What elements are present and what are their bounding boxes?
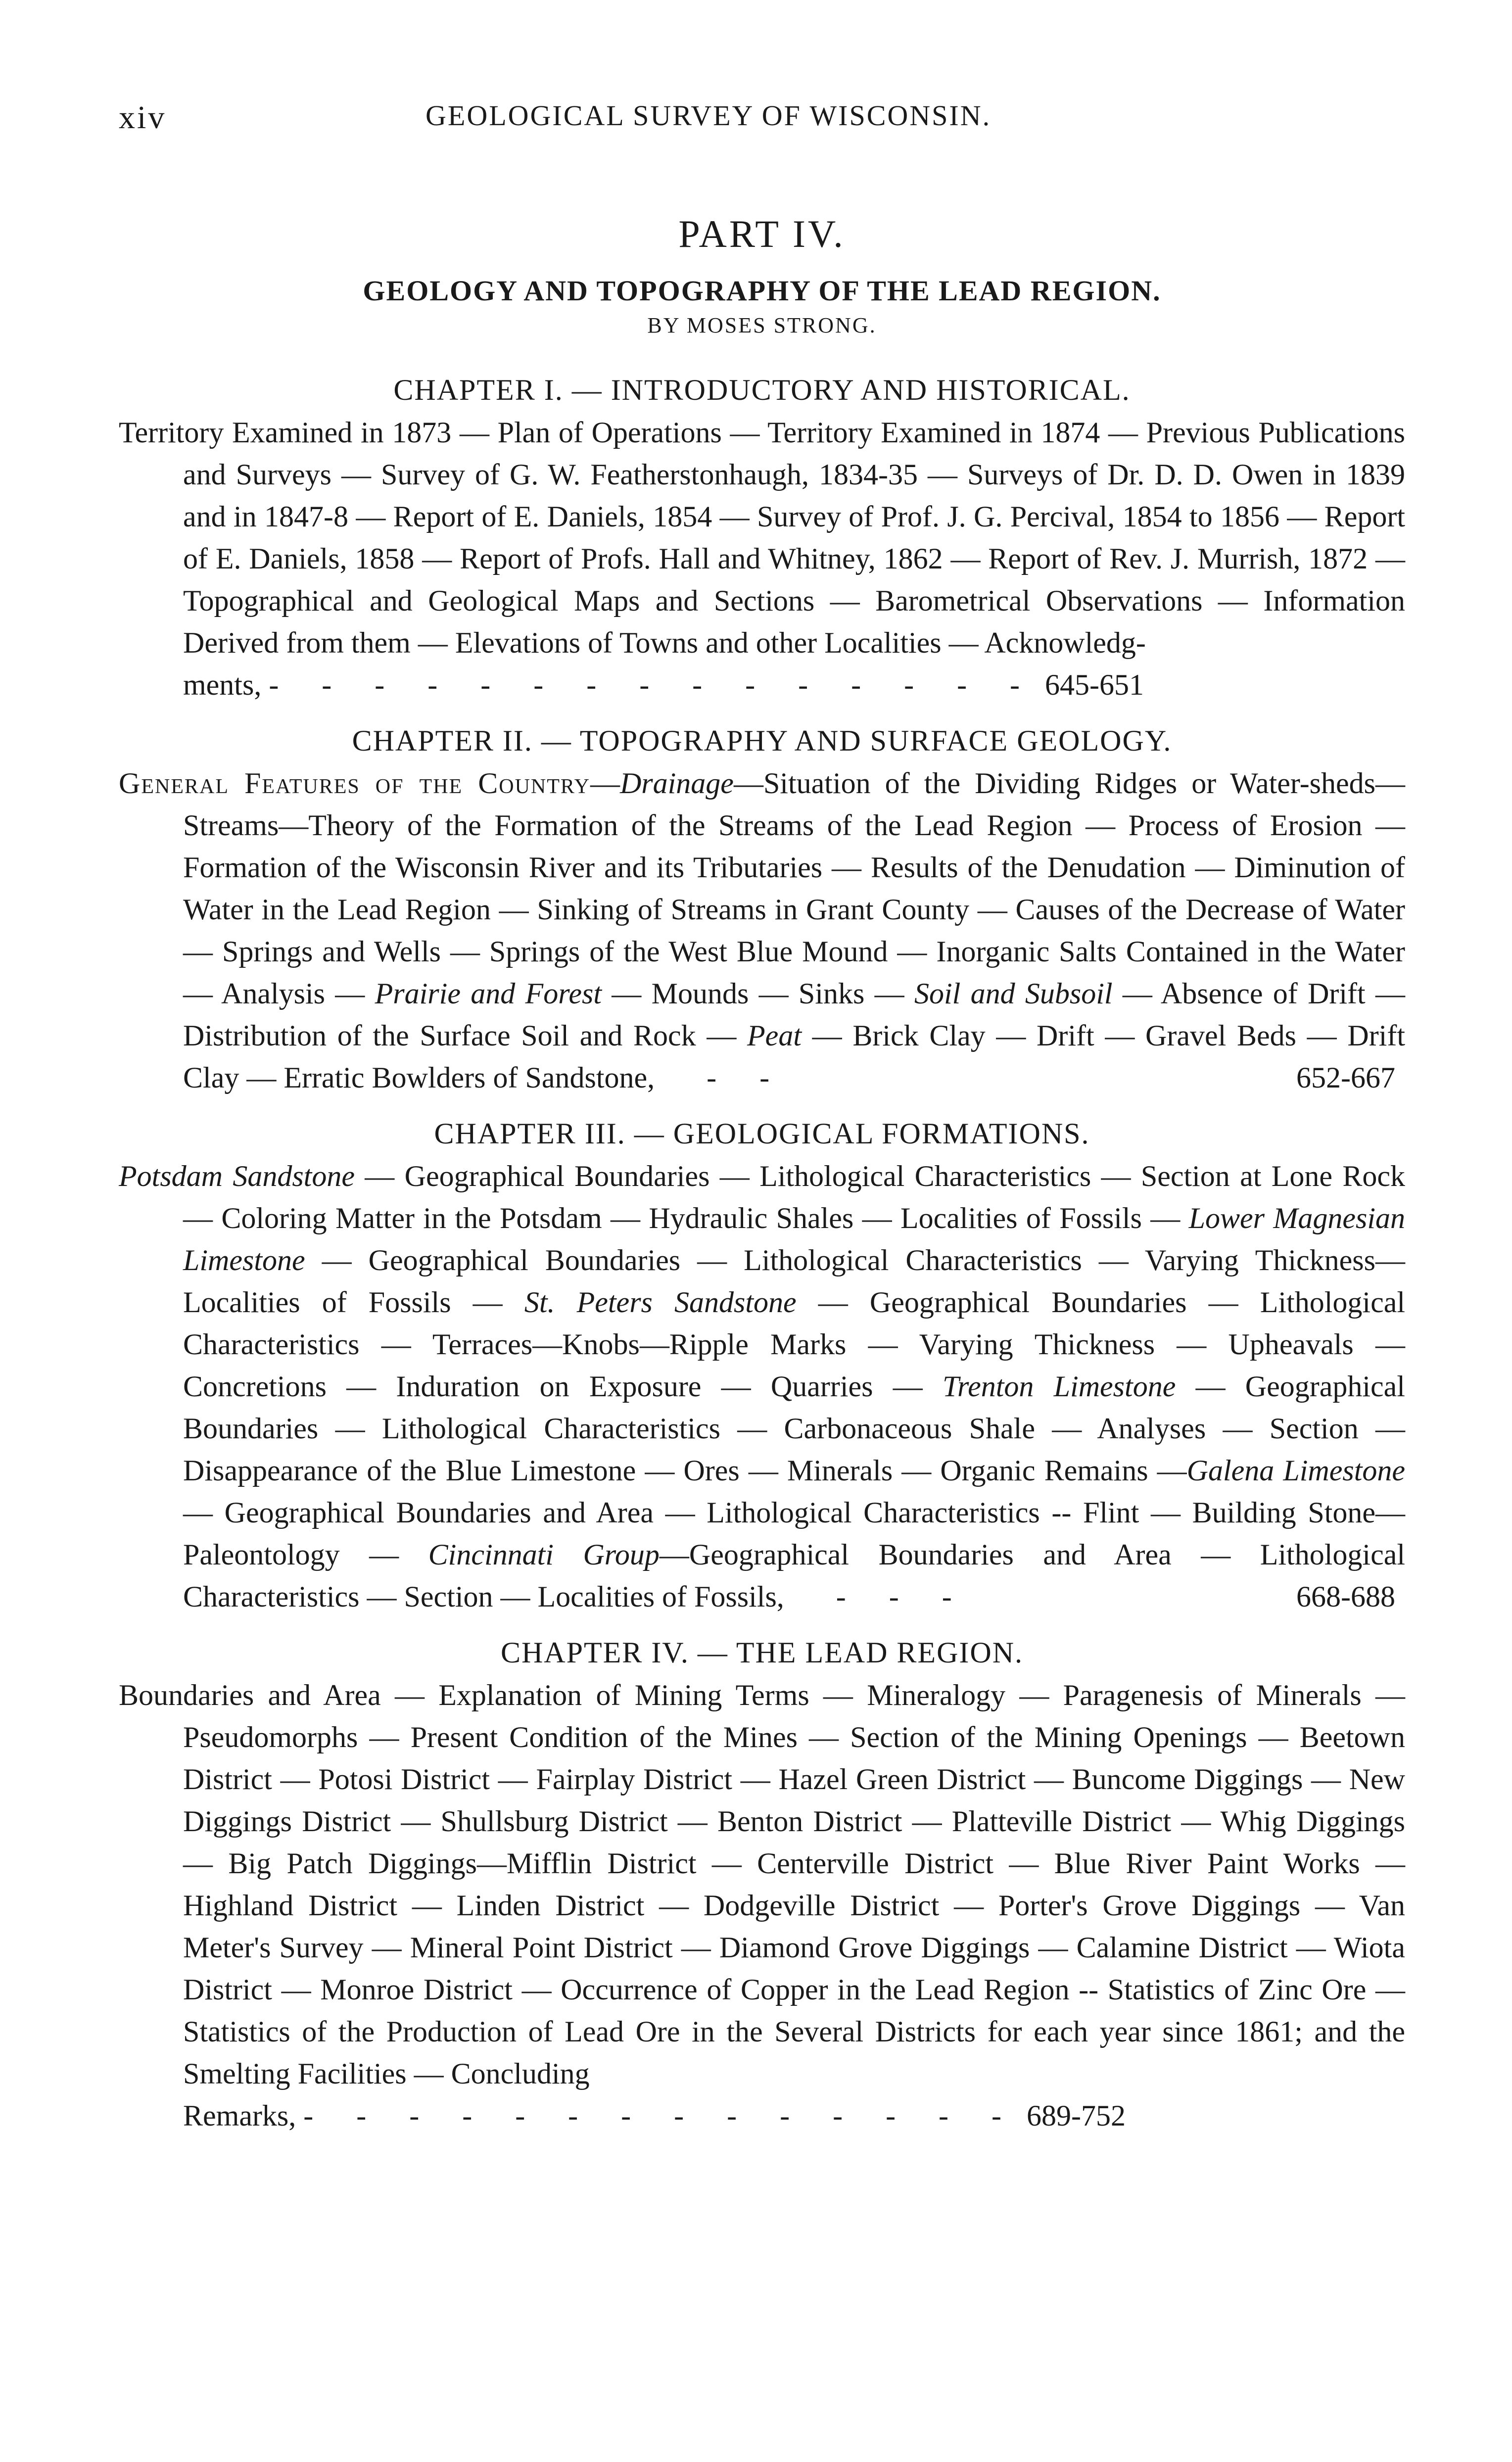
chapter-3-text-1: — Geographical Boundaries — Lithological Characteristics — Section at Lone Rock — Coloring Matter in the Potsdam — Hydraulic Shales — Localities of Fossils — bbox=[183, 1159, 1405, 1234]
chapter-2-lead: General Features of the Country bbox=[119, 766, 590, 800]
author-line: BY MOSES STRONG. bbox=[647, 313, 877, 337]
page-number: xiv bbox=[119, 99, 167, 136]
chapter-2-text-1: —Situation of the Dividing Ridges or Water-sheds—Streams—Theory of the Formation of the Streams of the Lead Region — Process of Erosion — Formation of the Wisconsin River and its Tributaries — Results of the Denudation — Diminution of Water in the Lead Region — Sinking of Streams in Grant County — Causes of the Decrease of Water — Springs and Wells — Springs of the West Blue Mound — Inorganic Salts Contained in the Water — Analysis — bbox=[183, 766, 1405, 1010]
chapter-1-contents bbox=[119, 412, 1405, 706]
chapter-2-text-4: — Brick Clay — Drift — Gravel Beds — Drift Clay — Erratic Bowlders of Sandstone, bbox=[183, 1019, 1406, 1094]
chapter-3-cincinnati: Cincinnati Group bbox=[428, 1538, 660, 1571]
chapter-3-text-4: — Geographical Boundaries — Lithological Characteristics — Carbonaceous Shale — Analyses — Section — Disappearance of the Blue Limestone — Ores — Minerals — Organic Remains — bbox=[183, 1370, 1405, 1487]
chapter-2-text-2: — Mounds — Sinks — bbox=[602, 977, 914, 1010]
chapter-3-heading: CHAPTER III. — GEOLOGICAL FORMATIONS. bbox=[434, 1117, 1090, 1150]
chapter-3-text-6: —Geographical Boundaries and Area — Lithological Characteristics — Section — Localities of Fossils, bbox=[183, 1538, 1406, 1613]
chapter-2-prairie: Prairie and Forest bbox=[375, 977, 602, 1010]
chapter-2-soil: Soil and Subsoil bbox=[914, 977, 1113, 1010]
chapter-4-contents bbox=[119, 1674, 1405, 2137]
chapter-4-pages: 689-752 bbox=[1027, 2099, 1126, 2132]
chapter-2-heading: CHAPTER II. — TOPOGRAPHY AND SURFACE GEOLOGY. bbox=[352, 724, 1172, 757]
chapter-1-tail: ments, bbox=[183, 668, 262, 701]
chapter-3-st-peters: St. Peters Sandstone bbox=[524, 1285, 797, 1319]
chapter-3-text-3: — Geographical Boundaries — Lithological Characteristics — Terraces—Knobs—Ripple Marks — Varying Thickness — Upheavals — Concretions — Induration on Exposure — Quarries — bbox=[183, 1285, 1406, 1403]
chapter-2-leader: - - bbox=[707, 1061, 788, 1094]
chapter-3-lower-magnesian: Lower Magnesian Limestone bbox=[183, 1201, 1406, 1277]
chapter-1-body: Territory Examined in 1873 — Plan of Operations — Territory Examined in 1874 — Previous Publications and Surveys — Survey of G. W. Featherstonhaugh, 1834-35 — Surveys of Dr. D. D. Owen in 1839 and in 1847-8 — Report of E. Daniels, 1854 — Survey of Prof. J. G. Percival, 1854 to 1856 — Report of E. Daniels, 1858 — Report of Profs. Hall and Whitney, 1862 — Report of Rev. J. Murrish, 1872 — Topographical and Geological Maps and Sections — Barometrical Observations — Information Derived from them — Elevations of Towns and other Localities — Acknowledg- bbox=[119, 416, 1405, 659]
chapter-4-tail: Remarks, bbox=[183, 2099, 296, 2132]
chapter-1-heading: CHAPTER I. — INTRODUCTORY AND HISTORICAL. bbox=[393, 373, 1131, 406]
part-title: GEOLOGY AND TOPOGRAPHY OF THE LEAD REGION. bbox=[363, 274, 1161, 307]
chapter-3-text-2: — Geographical Boundaries — Lithological Characteristics — Varying Thickness—Localities of Fossils — bbox=[183, 1243, 1405, 1319]
chapter-4-body: Boundaries and Area — Explanation of Mining Terms — Mineralogy — Paragenesis of Minerals — Pseudomorphs — Present Condition of the Mines — Section of the Mining Openings — Beetown District — Potosi District — Fairplay District — Hazel Green District — Buncome Diggings — New Diggings District — Shullsburg District — Benton District — Platteville District — Whig Diggings — Big Patch Diggings—Mifflin District — Centerville District — Blue River Paint Works — Highland District — Linden District — Dodgeville District — Porter's Grove Diggings — Van Meter's Survey — Mineral Point District — Diamond Grove Diggings — Calamine District — Wiota District — Monroe District — Occurrence of Copper in the Lead Region -- Statistics of Zinc Ore — Statistics of the Production of Lead Ore in the Several Districts for each year since 1861; and the Smelting Facilities — Concluding bbox=[119, 1678, 1405, 2090]
chapter-3-trenton: Trenton Limestone bbox=[942, 1370, 1176, 1403]
chapter-3-potsdam: Potsdam Sandstone bbox=[119, 1159, 355, 1192]
part-heading: PART IV. bbox=[678, 212, 846, 255]
chapter-2-contents bbox=[119, 762, 1405, 1099]
chapter-2-peat: Peat bbox=[747, 1019, 802, 1052]
running-header bbox=[119, 99, 1405, 153]
chapter-3-leader: - - - bbox=[836, 1580, 970, 1613]
running-title: GEOLOGICAL SURVEY OF WISCONSIN. bbox=[425, 99, 992, 132]
chapter-3-text-5: — Geographical Boundaries and Area — Lithological Characteristics -- Flint — Building Stone— Paleontology — bbox=[183, 1496, 1405, 1571]
chapter-1-leader-row bbox=[183, 664, 1405, 706]
chapter-2-text-3: — Absence of Drift — Distribution of the Surface Soil and Rock — bbox=[183, 977, 1406, 1052]
chapter-2-dash: — bbox=[590, 766, 620, 800]
chapter-3-galena: Galena Limestone bbox=[1186, 1454, 1405, 1487]
chapter-4-heading: CHAPTER IV. — THE LEAD REGION. bbox=[500, 1636, 1024, 1669]
chapter-1-pages: 645-651 bbox=[1045, 668, 1144, 701]
chapter-4-leader: - - - - - - - - - - - - - - bbox=[303, 2099, 1020, 2132]
page bbox=[119, 99, 1405, 2137]
chapter-2-drainage: Drainage bbox=[619, 766, 734, 800]
chapter-3-contents bbox=[119, 1155, 1405, 1618]
chapter-3-pages: 668-688 bbox=[1296, 1580, 1395, 1613]
chapter-1-leader: - - - - - - - - - - - - - - - bbox=[269, 668, 1038, 701]
chapter-4-leader-row bbox=[183, 2095, 1405, 2137]
chapter-2-pages: 652-667 bbox=[1296, 1061, 1395, 1094]
